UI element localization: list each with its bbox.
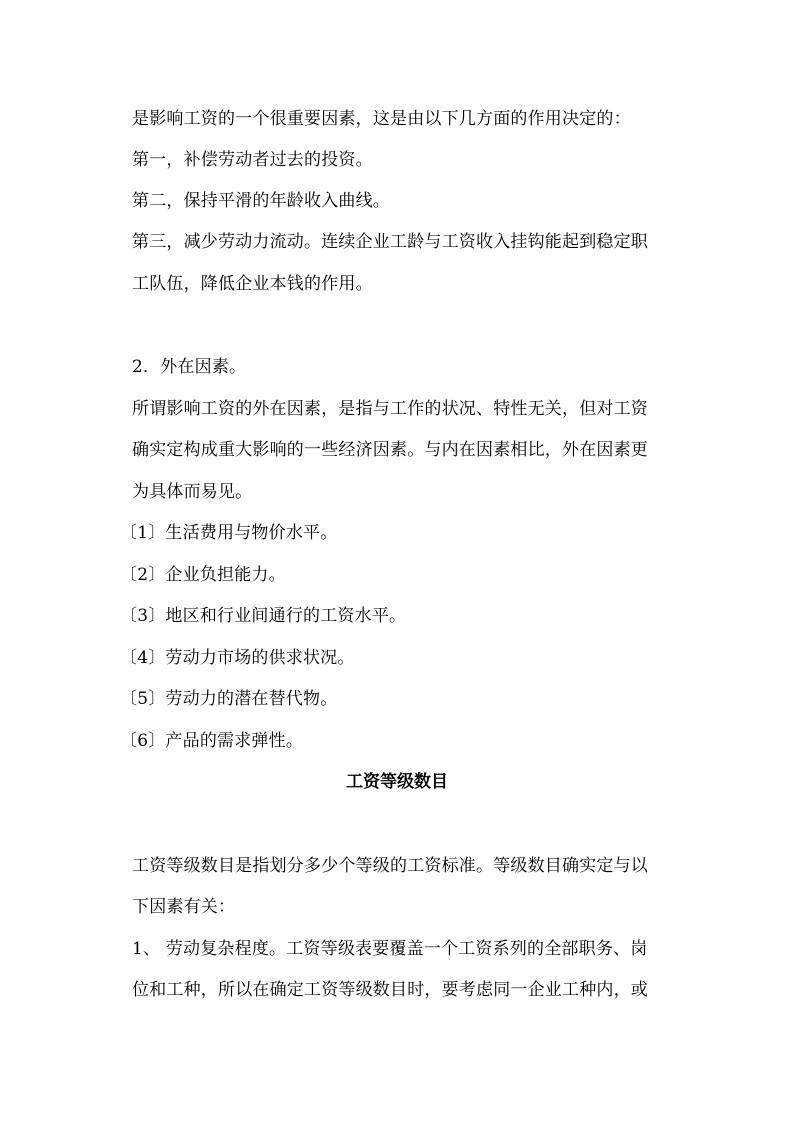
paragraph-line: 工资等级数目是指划分多少个等级的工资标准。等级数目确实定与以: [132, 856, 648, 876]
paragraph-line: 是影响工资的一个很重要因素，这是由以下几方面的作用决定的：: [132, 109, 631, 129]
paragraph-line: 所谓影响工资的外在因素，是指与工作的状况、特性无关，但对工资: [132, 399, 648, 419]
list-item: 〔2〕企业负担能力。: [120, 565, 286, 585]
numbered-item-line: 位和工种，所以在确定工资等级数目时，要考虑同一企业工种内，或: [132, 980, 648, 1000]
numbered-item-line: 1、 劳动复杂程度。工资等级表要覆盖一个工资系列的全部职务、岗: [132, 939, 648, 959]
paragraph-line: 工队伍，降低企业本钱的作用。: [132, 274, 373, 294]
paragraph-line: 第三，减少劳动力流动。连续企业工龄与工资收入挂钩能起到稳定职: [132, 232, 648, 252]
paragraph-line: 下因素有关：: [132, 897, 236, 917]
paragraph-line: 为具体而易见。: [132, 482, 253, 502]
section-title: 2．外在因素。: [132, 357, 247, 377]
list-item: 〔6〕产品的需求弹性。: [120, 731, 304, 751]
paragraph-line: 第一，补偿劳动者过去的投资。: [132, 150, 373, 170]
list-item: 〔4〕劳动力市场的供求状况。: [120, 648, 355, 668]
list-item: 〔1〕生活费用与物价水平。: [120, 523, 338, 543]
paragraph-line: 确实定构成重大影响的一些经济因素。与内在因素相比，外在因素更: [132, 440, 648, 460]
paragraph-line: 第二，保持平滑的年龄收入曲线。: [132, 191, 390, 211]
list-item: 〔3〕地区和行业间通行的工资水平。: [120, 606, 407, 626]
section-heading: 工资等级数目: [346, 772, 448, 792]
list-item: 〔5〕劳动力的潜在替代物。: [120, 689, 338, 709]
